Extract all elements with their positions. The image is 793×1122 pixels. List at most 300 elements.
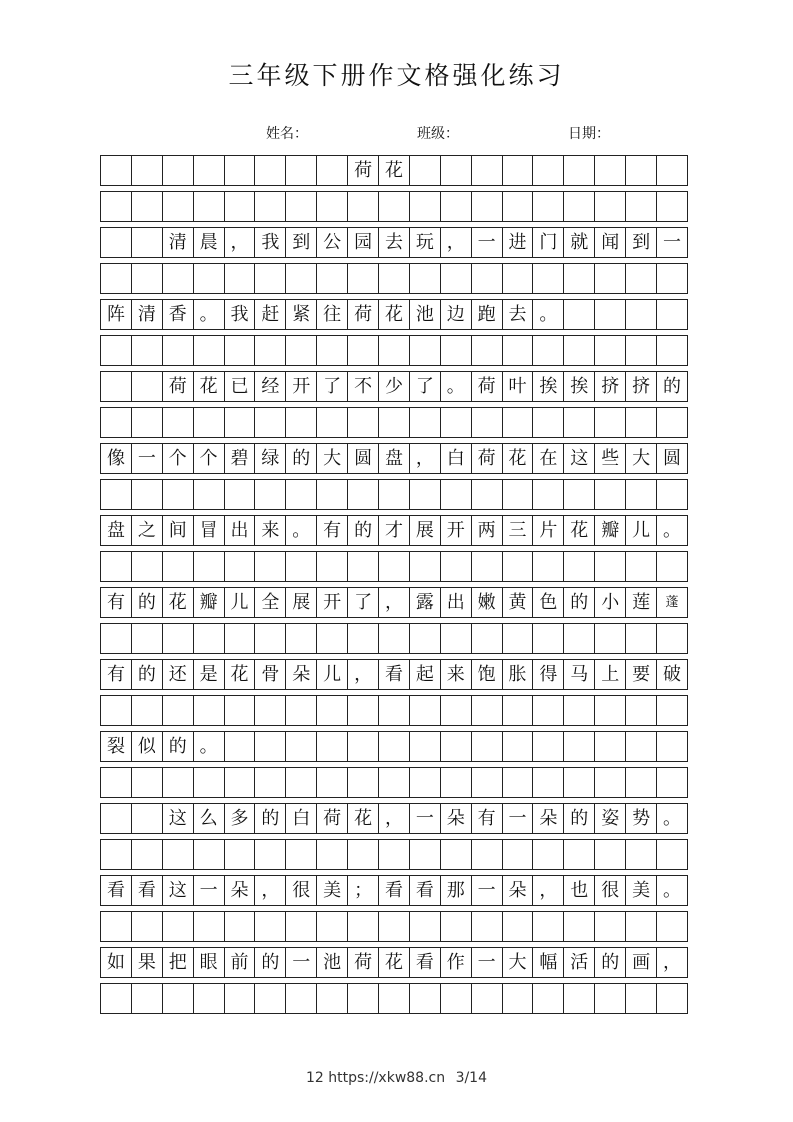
grid-cell: 大 — [503, 948, 534, 977]
page-title: 三年级下册作文格强化练习 — [228, 61, 565, 90]
grid-cell — [472, 156, 503, 185]
grid-cell: 一 — [472, 948, 503, 977]
grid-cell — [533, 840, 564, 869]
grid-cell — [132, 156, 163, 185]
grid-row — [100, 911, 688, 942]
grid-cell — [410, 696, 441, 725]
grid-cell — [564, 408, 595, 437]
grid-cell: ， — [348, 660, 379, 689]
grid-cell — [379, 912, 410, 941]
grid-cell: ， — [225, 228, 256, 257]
grid-cell — [379, 552, 410, 581]
grid-cell: ； — [348, 876, 379, 905]
grid-cell: 一 — [410, 804, 441, 833]
grid-cell: 荷 — [348, 300, 379, 329]
grid-cell: 那 — [441, 876, 472, 905]
grid-cell — [441, 408, 472, 437]
grid-cell — [564, 552, 595, 581]
grid-cell — [626, 768, 657, 797]
grid-cell: 展 — [286, 588, 317, 617]
grid-cell — [595, 300, 626, 329]
grid-cell: ， — [379, 588, 410, 617]
grid-cell: 白 — [441, 444, 472, 473]
grid-cell: 盘 — [379, 444, 410, 473]
grid-cell — [379, 624, 410, 653]
grid-cell: 瓣 — [194, 588, 225, 617]
grid-cell — [286, 696, 317, 725]
grid-cell — [194, 768, 225, 797]
grid-cell: 也 — [564, 876, 595, 905]
grid-cell — [441, 552, 472, 581]
grid-cell: 是 — [194, 660, 225, 689]
grid-row — [100, 767, 688, 798]
grid-cell — [132, 804, 163, 833]
grid-cell: 清 — [132, 300, 163, 329]
grid-cell — [194, 408, 225, 437]
grid-cell: 花 — [379, 156, 410, 185]
grid-cell: 儿 — [317, 660, 348, 689]
grid-cell — [286, 480, 317, 509]
grid-cell — [163, 336, 194, 365]
grid-cell: 些 — [595, 444, 626, 473]
grid-cell: 的 — [595, 948, 626, 977]
grid-cell — [286, 912, 317, 941]
grid-row — [100, 839, 688, 870]
grid-cell — [255, 192, 286, 221]
grid-cell — [194, 480, 225, 509]
grid-cell: 了 — [348, 588, 379, 617]
grid-cell: 圆 — [662, 447, 681, 469]
grid-row — [100, 947, 688, 978]
grid-cell: 边 — [441, 300, 472, 329]
grid-cell — [533, 768, 564, 797]
grid-cell — [564, 912, 595, 941]
grid-cell — [657, 912, 687, 941]
grid-cell: 这 — [163, 876, 194, 905]
name-label: 姓名： — [266, 126, 308, 142]
grid-cell: 一 — [472, 876, 503, 905]
grid-cell: 么 — [194, 804, 225, 833]
grid-cell — [472, 480, 503, 509]
grid-cell: 盘 — [101, 516, 132, 545]
grid-cell: 美 — [317, 876, 348, 905]
grid-cell: 阵 — [101, 300, 132, 329]
grid-cell: 不 — [348, 372, 379, 401]
grid-cell — [132, 984, 163, 1013]
grid-cell — [225, 912, 256, 941]
grid-cell — [163, 768, 194, 797]
grid-cell — [410, 480, 441, 509]
grid-cell: 把 — [163, 948, 194, 977]
grid-cell: 看 — [132, 876, 163, 905]
grid-cell: 。 — [533, 300, 564, 329]
grid-row — [100, 515, 688, 546]
grid-cell — [379, 408, 410, 437]
grid-cell — [225, 624, 256, 653]
grid-cell: 似 — [132, 732, 163, 761]
grid-cell — [657, 192, 687, 221]
grid-cell: 的 — [564, 588, 595, 617]
grid-cell: 开 — [441, 516, 472, 545]
grid-cell — [225, 840, 256, 869]
grid-cell — [132, 768, 163, 797]
grid-cell: 我 — [255, 228, 286, 257]
grid-cell — [163, 984, 194, 1013]
grid-cell: 一 — [132, 444, 163, 473]
grid-cell — [564, 156, 595, 185]
grid-cell: 前 — [225, 948, 256, 977]
grid-cell — [286, 840, 317, 869]
grid-cell — [101, 804, 132, 833]
grid-cell — [626, 984, 657, 1013]
grid-cell — [101, 696, 132, 725]
grid-cell — [595, 840, 626, 869]
grid-cell — [503, 408, 534, 437]
grid-cell: 朵 — [225, 876, 256, 905]
grid-cell — [194, 624, 225, 653]
grid-cell — [595, 912, 626, 941]
grid-cell — [503, 624, 534, 653]
grid-cell: 。 — [441, 372, 472, 401]
grid-cell — [348, 768, 379, 797]
grid-cell: 有 — [472, 804, 503, 833]
grid-cell: 很 — [595, 876, 626, 905]
grid-cell — [132, 192, 163, 221]
grid-cell: 来 — [255, 516, 286, 545]
grid-cell: 嫩 — [472, 588, 503, 617]
grid-cell — [132, 336, 163, 365]
grid-cell — [225, 552, 256, 581]
grid-cell — [441, 696, 472, 725]
grid-cell — [533, 912, 564, 941]
grid-cell: 花 — [163, 588, 194, 617]
grid-cell — [472, 552, 503, 581]
grid-cell — [626, 552, 657, 581]
grid-cell: 的 — [163, 732, 194, 761]
grid-cell — [657, 552, 687, 581]
grid-cell — [626, 264, 657, 293]
grid-cell: 了 — [410, 372, 441, 401]
grid-cell — [657, 408, 687, 437]
grid-cell — [626, 912, 657, 941]
grid-cell — [225, 768, 256, 797]
grid-cell — [348, 732, 379, 761]
grid-cell — [225, 408, 256, 437]
grid-cell — [286, 156, 317, 185]
grid-cell — [441, 840, 472, 869]
grid-cell: 挤 — [595, 372, 626, 401]
grid-cell — [163, 480, 194, 509]
grid-cell — [472, 732, 503, 761]
grid-cell: ， — [533, 876, 564, 905]
grid-cell — [626, 156, 657, 185]
grid-cell — [533, 264, 564, 293]
grid-cell: 马 — [564, 660, 595, 689]
grid-cell: 的 — [662, 375, 681, 397]
grid-cell: 闻 — [595, 228, 626, 257]
grid-cell — [255, 156, 286, 185]
grid-cell — [286, 552, 317, 581]
class-label: 班级： — [417, 126, 459, 142]
grid-row — [100, 407, 688, 438]
grid-cell — [472, 264, 503, 293]
grid-row — [100, 551, 688, 582]
grid-cell — [317, 156, 348, 185]
grid-cell: 碧 — [225, 444, 256, 473]
grid-cell: 得 — [533, 660, 564, 689]
grid-row — [100, 875, 688, 906]
grid-cell — [410, 624, 441, 653]
grid-cell — [441, 768, 472, 797]
grid-cell — [163, 840, 194, 869]
grid-cell — [564, 768, 595, 797]
grid-cell — [595, 732, 626, 761]
grid-cell — [348, 840, 379, 869]
grid-cell — [348, 984, 379, 1013]
grid-cell — [503, 732, 534, 761]
grid-cell: 冒 — [194, 516, 225, 545]
grid-cell: ， — [255, 876, 286, 905]
grid-cell — [317, 768, 348, 797]
grid-cell — [503, 192, 534, 221]
grid-cell — [410, 732, 441, 761]
grid-cell — [595, 408, 626, 437]
grid-cell — [101, 156, 132, 185]
grid-cell — [441, 984, 472, 1013]
grid-cell: 花 — [225, 660, 256, 689]
grid-cell — [533, 156, 564, 185]
grid-cell — [101, 624, 132, 653]
grid-cell — [163, 264, 194, 293]
grid-cell: 。 — [662, 807, 681, 829]
grid-cell — [472, 336, 503, 365]
grid-cell: 去 — [503, 300, 534, 329]
grid-cell: 朵 — [533, 804, 564, 833]
grid-cell — [533, 336, 564, 365]
grid-cell — [472, 768, 503, 797]
grid-cell — [101, 408, 132, 437]
grid-cell: 的 — [255, 804, 286, 833]
grid-cell — [564, 192, 595, 221]
grid-cell — [348, 336, 379, 365]
grid-cell: 儿 — [626, 516, 657, 545]
grid-row — [100, 335, 688, 366]
grid-cell — [441, 912, 472, 941]
grid-cell: 就 — [564, 228, 595, 257]
grid-cell: 破 — [662, 663, 681, 685]
grid-cell: 胀 — [503, 660, 534, 689]
grid-cell — [101, 336, 132, 365]
grid-cell — [441, 480, 472, 509]
grid-cell: 少 — [379, 372, 410, 401]
grid-cell — [472, 624, 503, 653]
grid-cell — [472, 696, 503, 725]
grid-cell — [286, 264, 317, 293]
grid-row — [100, 983, 688, 1014]
grid-cell: 上 — [595, 660, 626, 689]
grid-cell — [317, 840, 348, 869]
grid-cell: 荷 — [348, 948, 379, 977]
grid-cell: 。 — [662, 519, 681, 541]
grid-cell: 看 — [379, 660, 410, 689]
grid-cell — [410, 768, 441, 797]
grid-cell — [379, 984, 410, 1013]
grid-cell — [317, 732, 348, 761]
grid-cell — [533, 984, 564, 1013]
grid-cell: 的 — [132, 588, 163, 617]
grid-cell — [379, 696, 410, 725]
grid-cell: 裂 — [101, 732, 132, 761]
grid-cell — [379, 768, 410, 797]
grid-cell: 荷 — [348, 156, 379, 185]
grid-cell — [101, 372, 132, 401]
grid-cell: 姿 — [595, 804, 626, 833]
grid-cell — [410, 912, 441, 941]
grid-cell — [163, 408, 194, 437]
grid-cell — [225, 156, 256, 185]
grid-cell — [441, 264, 472, 293]
grid-cell — [225, 192, 256, 221]
grid-cell: 圆 — [348, 444, 379, 473]
grid-cell — [286, 984, 317, 1013]
grid-cell: 色 — [533, 588, 564, 617]
grid-cell: 骨 — [255, 660, 286, 689]
grid-cell: 在 — [533, 444, 564, 473]
grid-cell: 一 — [503, 804, 534, 833]
grid-row — [100, 191, 688, 222]
grid-cell: 眼 — [194, 948, 225, 977]
grid-cell — [657, 840, 687, 869]
grid-cell — [441, 624, 472, 653]
grid-cell — [533, 552, 564, 581]
page-footer — [0, 1070, 793, 1086]
grid-cell: 公 — [317, 228, 348, 257]
grid-row — [100, 479, 688, 510]
grid-cell — [379, 480, 410, 509]
grid-cell — [533, 192, 564, 221]
grid-cell — [379, 840, 410, 869]
grid-cell — [194, 336, 225, 365]
grid-cell: 一 — [662, 231, 681, 253]
grid-cell — [595, 480, 626, 509]
grid-cell: 看 — [379, 876, 410, 905]
grid-cell: 的 — [286, 444, 317, 473]
grid-cell — [255, 480, 286, 509]
grid-cell — [286, 336, 317, 365]
grid-cell — [286, 768, 317, 797]
grid-cell — [348, 552, 379, 581]
grid-row — [100, 803, 688, 834]
grid-cell — [225, 336, 256, 365]
grid-cell — [595, 768, 626, 797]
grid-cell: 到 — [626, 228, 657, 257]
grid-cell: 花 — [379, 948, 410, 977]
grid-cell: 大 — [317, 444, 348, 473]
grid-cell — [379, 336, 410, 365]
grid-cell: 花 — [379, 300, 410, 329]
grid-cell: ， — [379, 804, 410, 833]
grid-cell — [410, 840, 441, 869]
grid-cell — [564, 840, 595, 869]
grid-cell — [626, 336, 657, 365]
grid-cell — [503, 840, 534, 869]
grid-cell: 了 — [317, 372, 348, 401]
grid-cell: 如 — [101, 948, 132, 977]
grid-cell — [657, 156, 687, 185]
grid-cell: 果 — [132, 948, 163, 977]
grid-cell — [626, 408, 657, 437]
grid-cell — [503, 768, 534, 797]
grid-cell: 池 — [317, 948, 348, 977]
grid-cell — [410, 264, 441, 293]
grid-row — [100, 371, 688, 402]
composition-grid — [100, 155, 688, 1019]
grid-cell — [163, 552, 194, 581]
grid-cell — [317, 696, 348, 725]
grid-cell — [626, 624, 657, 653]
grid-cell: 画 — [626, 948, 657, 977]
grid-cell: 花 — [564, 516, 595, 545]
grid-row — [100, 155, 688, 186]
grid-row — [100, 263, 688, 294]
grid-cell — [410, 156, 441, 185]
grid-cell: 清 — [163, 228, 194, 257]
grid-cell: 三 — [503, 516, 534, 545]
grid-cell — [410, 336, 441, 365]
grid-cell — [255, 624, 286, 653]
grid-cell: 花 — [503, 444, 534, 473]
grid-cell — [441, 336, 472, 365]
grid-cell — [101, 552, 132, 581]
grid-cell: 朵 — [441, 804, 472, 833]
grid-cell — [132, 552, 163, 581]
grid-cell — [348, 480, 379, 509]
grid-cell — [194, 840, 225, 869]
grid-row — [100, 299, 688, 330]
grid-cell: 的 — [348, 516, 379, 545]
grid-cell: 紧 — [286, 300, 317, 329]
grid-cell: 一 — [472, 228, 503, 257]
grid-cell — [194, 696, 225, 725]
grid-cell: ， — [662, 951, 681, 973]
grid-cell — [101, 912, 132, 941]
grid-cell — [163, 156, 194, 185]
grid-cell: 的 — [132, 660, 163, 689]
grid-cell: 黄 — [503, 588, 534, 617]
grid-cell — [255, 984, 286, 1013]
grid-cell: 经 — [255, 372, 286, 401]
grid-cell — [533, 696, 564, 725]
grid-cell: 。 — [286, 516, 317, 545]
grid-row — [100, 659, 688, 690]
grid-cell: 。 — [194, 300, 225, 329]
grid-cell: 荷 — [472, 372, 503, 401]
grid-cell — [163, 696, 194, 725]
grid-cell — [503, 336, 534, 365]
grid-cell — [317, 264, 348, 293]
grid-cell — [255, 408, 286, 437]
grid-cell — [533, 408, 564, 437]
grid-cell — [657, 264, 687, 293]
grid-cell: ， — [441, 228, 472, 257]
grid-cell: 小 — [595, 588, 626, 617]
grid-cell — [286, 624, 317, 653]
grid-row — [100, 227, 688, 258]
grid-cell — [657, 624, 687, 653]
grid-cell — [255, 732, 286, 761]
grid-cell: 饱 — [472, 660, 503, 689]
grid-cell — [626, 732, 657, 761]
